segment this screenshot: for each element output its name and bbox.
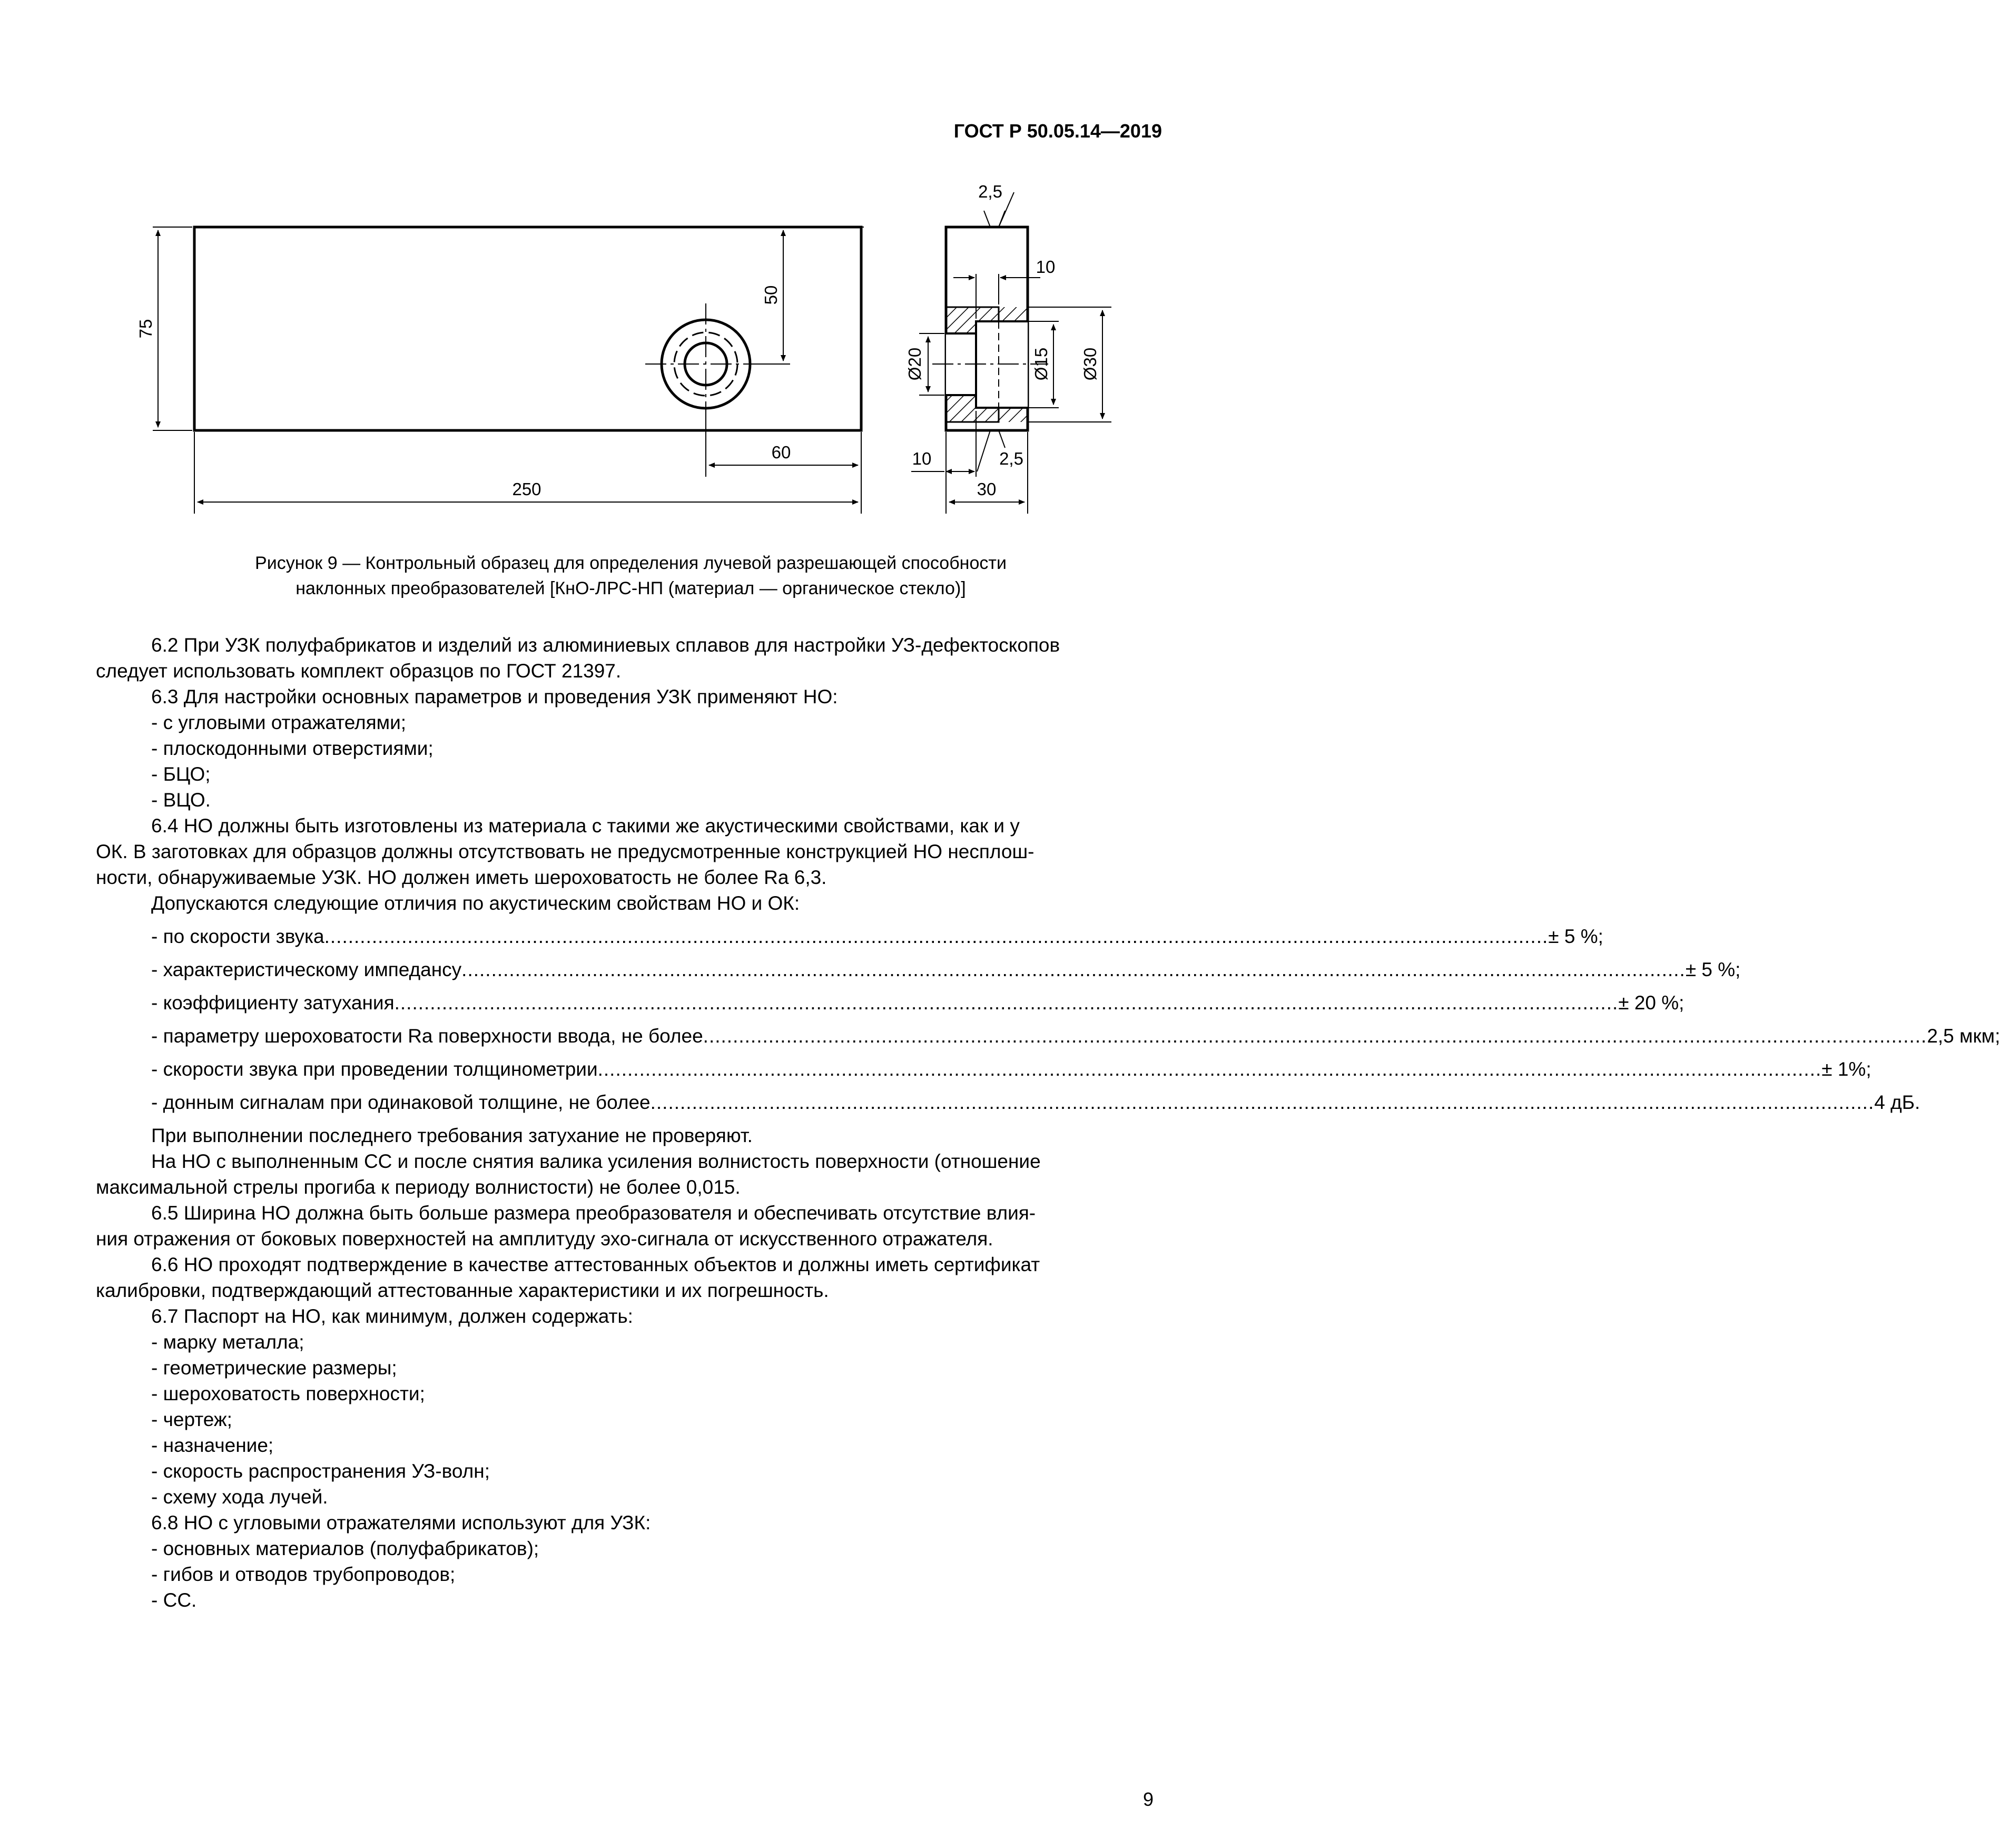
paragraph-6-4-line-2: ОК. В заготовках для образцов должны отсутствовать не предусмотренные конструкцией НО несплош-: [96, 841, 1035, 862]
block-side-view: [932, 227, 1048, 430]
list-item: - основных материалов (полуфабрикатов);: [151, 1538, 539, 1559]
dim-dia-small-label: Ø20: [905, 347, 924, 381]
list-item: - гибов и отводов трубопроводов;: [151, 1564, 456, 1585]
dim-height-label: 75: [136, 319, 155, 339]
dim-hole-vertical-label: 50: [761, 285, 781, 305]
paragraph-6-7: 6.7 Паспорт на НО, как минимум, должен содержать:: [151, 1305, 633, 1327]
paragraph-6-4-line-5: При выполнении последнего требования затухание не проверяют.: [151, 1125, 753, 1146]
paragraph-6-2-line-1: 6.2 При УЗК полуфабрикатов и изделий из алюминиевых сплавов для настройки УЗ-дефектоскопов: [151, 634, 1060, 656]
tolerance-row: - параметру шероховатости Ra поверхности ввода, не более .............................................................................................................................................................................................................. 2,5 мкм;: [96, 1023, 1156, 1049]
list-item: - чертеж;: [151, 1409, 232, 1430]
dim-dia-hole-label: Ø15: [1031, 347, 1051, 381]
list-item: - ВЦО.: [151, 789, 211, 811]
tolerance-row: - донным сигналам при одинаковой толщине, не более .............................................................................................................................................................................................................. 4 дБ.: [96, 1089, 1156, 1115]
dim-length-label: 250: [512, 479, 541, 499]
paragraph-6-4-line-1: 6.4 НО должны быть изготовлены из материала с такими же акустическими свойствами, как и у: [151, 815, 1020, 837]
list-item: - плоскодонными отверстиями;: [151, 738, 434, 759]
tolerance-row: - по скорости звука .............................................................................................................................................................................................................. ± 5 %;: [96, 923, 1156, 949]
tolerance-label: - коэффициенту затухания: [151, 992, 395, 1014]
paragraph-6-4-line-7: максимальной стрелы прогиба к периоду волнистости) не более 0,015.: [96, 1176, 741, 1198]
tolerance-label: - характеристическому импедансу: [151, 959, 462, 980]
paragraph-6-5-line-1: 6.5 Ширина НО должна быть больше размера преобразователя и обеспечивать отсутствие влия-: [151, 1202, 1036, 1224]
technical-drawing: [0, 0, 1306, 537]
tolerance-row: - скорости звука при проведении толщинометрии .............................................................................................................................................................................................................. ± 1%;: [96, 1056, 1156, 1082]
paragraph-6-4-line-4: Допускаются следующие отличия по акустическим свойствам НО и ОК:: [151, 892, 800, 914]
tolerance-value: ± 5 %;: [1685, 959, 1741, 980]
dim-hole-horizontal-label: 60: [771, 443, 791, 462]
list-item: - схему хода лучей.: [151, 1486, 328, 1508]
tolerance-row: - коэффициенту затухания .............................................................................................................................................................................................................. ± 20 %;: [96, 990, 1156, 1016]
list-item: - БЦО;: [151, 763, 211, 785]
list-item: - скорость распространения УЗ-волн;: [151, 1460, 490, 1482]
paragraph-6-3: 6.3 Для настройки основных параметров и проведения УЗК применяют НО:: [151, 686, 838, 707]
dim-thickness-label: 30: [977, 479, 997, 499]
dim-bottom-left-label: 10: [912, 449, 932, 468]
tolerance-value: ± 20 %;: [1618, 992, 1684, 1014]
list-item: - с угловыми отражателями;: [151, 712, 407, 733]
dim-step-depth-top-label: 10: [1036, 257, 1056, 277]
document-body: [96, 632, 2000, 1613]
paragraph-6-6-line-2: калибровки, подтверждающий аттестованные характеристики и их погрешность.: [96, 1280, 829, 1301]
paragraph-6-5-line-2: ния отражения от боковых поверхностей на амплитуду эхо-сигнала от искусственного отражателя.: [96, 1228, 993, 1250]
tolerance-label: - параметру шероховатости Ra поверхности ввода, не более: [151, 1025, 703, 1047]
tolerance-label: - донным сигналам при одинаковой толщине, не более: [151, 1092, 651, 1113]
list-item: - СС.: [151, 1589, 197, 1611]
paragraph-6-2-line-2: следует использовать комплект образцов по ГОСТ 21397.: [96, 660, 622, 682]
tolerance-row: - характеристическому импедансу .............................................................................................................................................................................................................. ± 5 %;: [96, 957, 1156, 982]
caption-line-1: Рисунок 9 — Контрольный образец для определения лучевой разрешающей способности: [255, 553, 1007, 573]
dim-bottom-chamfer-label: 2,5: [999, 449, 1023, 468]
paragraph-6-4-line-6: На НО с выполненным СС и после снятия валика усиления волнистость поверхности (отношение: [151, 1151, 1041, 1172]
page-number: 9: [1142, 1788, 1154, 1810]
tolerance-label: - по скорости звука: [151, 926, 324, 947]
paragraph-6-6-line-1: 6.6 НО проходят подтверждение в качестве аттестованных объектов и должны иметь сертификат: [151, 1254, 1040, 1275]
dim-top-chamfer-label: 2,5: [978, 182, 1002, 201]
dim-dia-large-label: Ø30: [1080, 347, 1100, 381]
tolerance-value: 4 дБ.: [1874, 1092, 1920, 1113]
tolerance-value: ± 5 %;: [1548, 926, 1603, 947]
paragraph-6-8: 6.8 НО с угловыми отражателями используют для УЗК:: [151, 1512, 651, 1534]
tolerance-value: 2,5 мкм;: [1927, 1025, 2000, 1047]
list-item: - марку металла;: [151, 1331, 304, 1353]
list-item: - геометрические размеры;: [151, 1357, 397, 1379]
list-item: - назначение;: [151, 1434, 274, 1456]
paragraph-6-4-line-3: ности, обнаруживаемые УЗК. НО должен иметь шероховатость не более Ra 6,3.: [96, 867, 827, 888]
list-item: - шероховатость поверхности;: [151, 1383, 425, 1404]
block-front-view: [194, 227, 861, 430]
tolerance-value: ± 1%;: [1821, 1058, 1871, 1080]
caption-line-2: наклонных преобразователей [КнО-ЛРС-НП (материал — органическое стекло)]: [295, 578, 966, 598]
tolerance-label: - скорости звука при проведении толщинометрии: [151, 1058, 598, 1080]
figure-caption: [0, 551, 1262, 601]
standard-header: ГОСТ Р 50.05.14—2019: [953, 120, 1162, 142]
